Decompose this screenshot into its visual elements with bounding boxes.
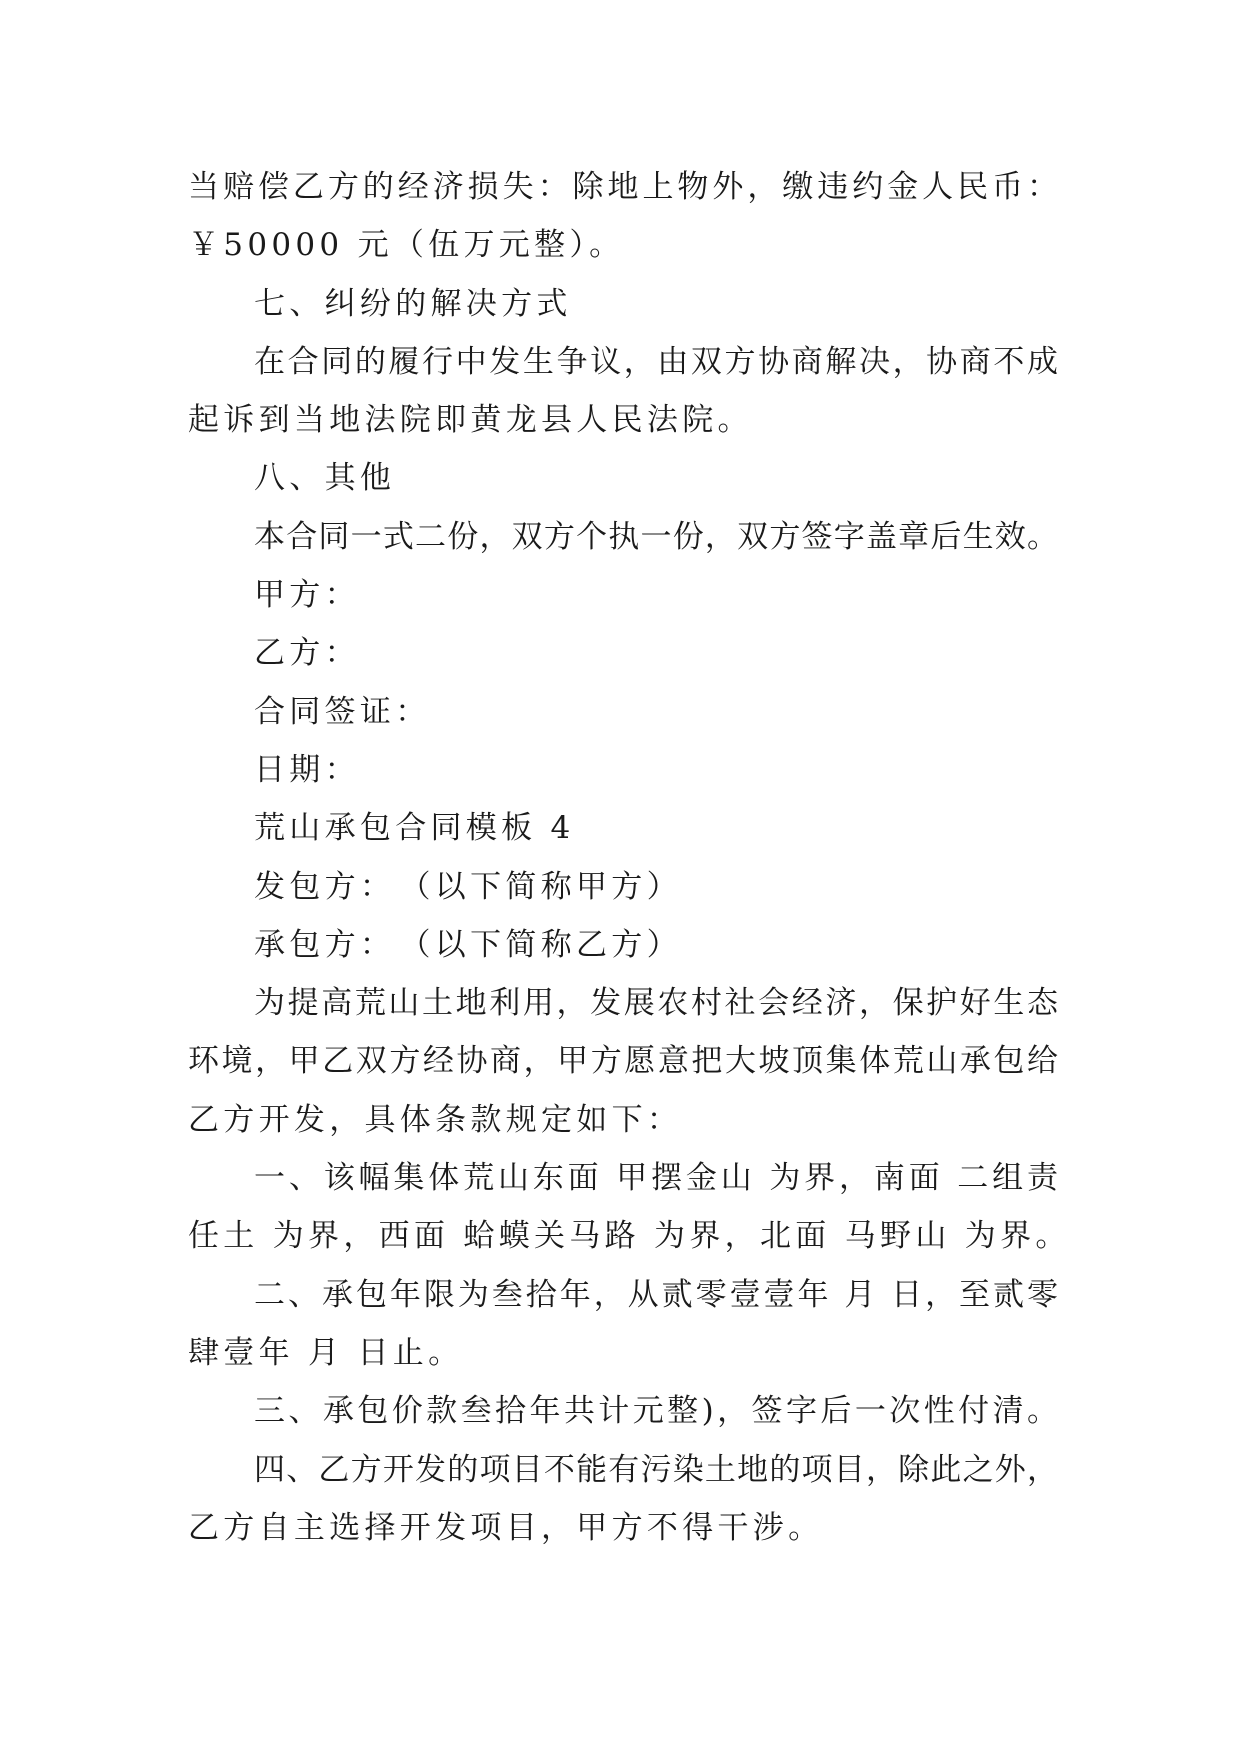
- signature-field-party-b: 乙方：: [254, 635, 360, 672]
- clause-line: 四、乙方开发的项目不能有污染土地的项目，除此之外，: [254, 1451, 1058, 1488]
- contractor-party-field: 承包方： （以下简称乙方）: [254, 926, 682, 963]
- section-heading: 七、纠纷的解决方式: [254, 285, 572, 322]
- clause-line: 乙方自主选择开发项目，甲方不得干涉。: [188, 1509, 824, 1546]
- contracting-party-field: 发包方： （以下简称甲方）: [254, 868, 682, 905]
- contract-certification-field: 合同签证：: [254, 693, 431, 730]
- paragraph-line: 环境，甲乙双方经协商，甲方愿意把大坡顶集体荒山承包给: [188, 1043, 1058, 1080]
- paragraph-line: 本合同一式二份，双方个执一份，双方签字盖章后生效。: [254, 518, 1058, 555]
- paragraph-line: ￥50000 元（伍万元整）。: [188, 227, 625, 264]
- paragraph-line: 乙方开发，具体条款规定如下：: [188, 1101, 683, 1138]
- document-title: 荒山承包合同模板 4: [254, 810, 575, 847]
- clause-line: 一、该幅集体荒山东面 甲摆金山 为界，南面 二组责: [254, 1160, 1058, 1197]
- paragraph-line: 起诉到当地法院即黄龙县人民法院。: [188, 402, 753, 439]
- clause-line: 任土 为界，西面 蛤蟆关马路 为界，北面 马野山 为界。: [188, 1218, 1071, 1255]
- paragraph-line: 在合同的履行中发生争议，由双方协商解决，协商不成: [254, 343, 1058, 380]
- paragraph-line: 当赔偿乙方的经济损失：除地上物外，缴违约金人民币：: [188, 169, 1058, 205]
- date-field: 日期：: [254, 751, 360, 788]
- clause-line: 二、承包年限为叁拾年，从贰零壹壹年 月 日，至贰零: [254, 1276, 1058, 1313]
- clause-line: 肆壹年 月 日止。: [188, 1334, 464, 1371]
- document-body: [188, 158, 1071, 1557]
- section-heading: 八、其他: [254, 460, 396, 497]
- paragraph-line: 为提高荒山土地利用，发展农村社会经济，保护好生态: [254, 985, 1058, 1022]
- signature-field-party-a: 甲方：: [254, 577, 360, 614]
- clause-line: 三、承包价款叁拾年共计元整)，签字后一次性付清。: [254, 1393, 1058, 1430]
